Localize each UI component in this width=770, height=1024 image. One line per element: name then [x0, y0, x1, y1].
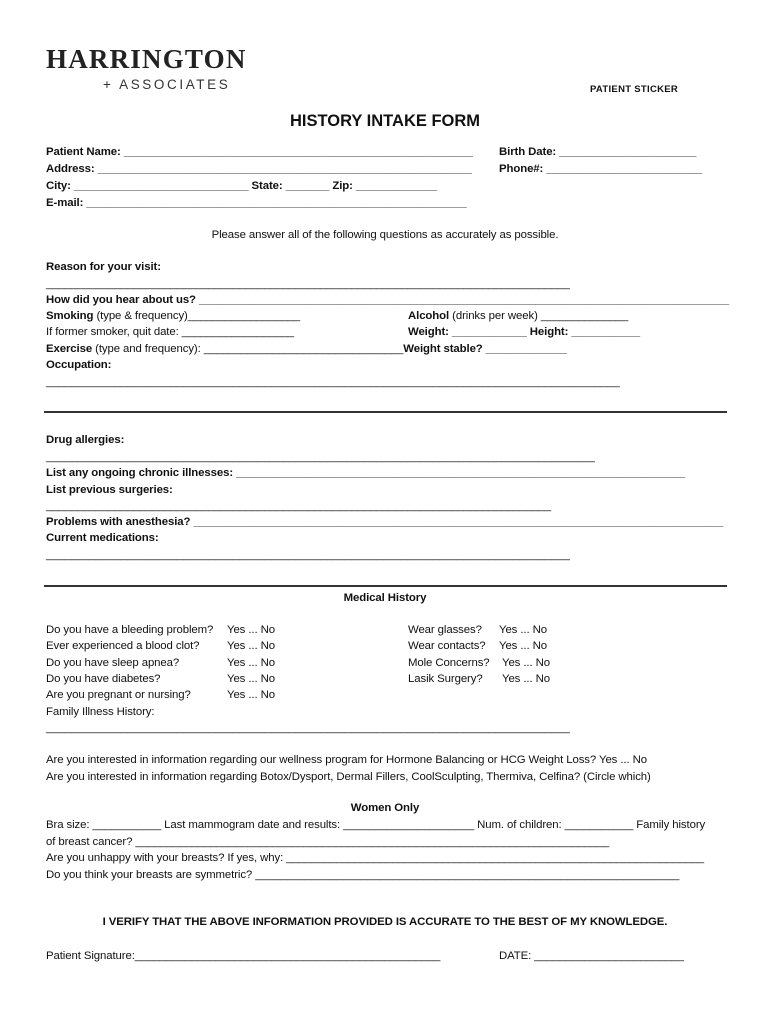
answer-sleep-apnea[interactable]: Yes ... No — [227, 657, 275, 669]
heard-about-us-field[interactable]: How did you hear about us? _____________________________________________________________________________________ — [46, 294, 729, 306]
company-logo-subtitle: + ASSOCIATES — [103, 77, 231, 92]
alcohol-line: (drinks per week) ______________ — [449, 310, 629, 322]
verification-statement: I VERIFY THAT THE ABOVE INFORMATION PROVIDED IS ACCURATE TO THE BEST OF MY KNOWLEDGE. — [102, 916, 668, 928]
previous-surgeries-label: List previous surgeries: — [46, 484, 173, 496]
bra-mammogram-children-field[interactable]: Bra size: ___________ Last mammogram date and results: _____________________ Num. of children: ___________ Family history — [46, 819, 706, 831]
email-field[interactable]: E-mail: _____________________________________________________________ — [46, 197, 467, 209]
drug-allergies-label: Drug allergies: — [46, 434, 125, 446]
anesthesia-field[interactable]: Problems with anesthesia? _____________________________________________________________________________________ — [46, 516, 724, 528]
city-state-zip-field[interactable]: City: ____________________________ State: _______ Zip: _____________ — [46, 180, 437, 192]
address-field[interactable]: Address: ____________________________________________________________ — [46, 163, 472, 175]
reason-for-visit-label: Reason for your visit: — [46, 261, 161, 273]
weight-height-field[interactable]: Weight: ____________ Height: ___________ — [408, 326, 640, 338]
question-glasses: Wear glasses? — [408, 624, 482, 636]
form-title: HISTORY INTAKE FORM — [289, 112, 481, 130]
question-diabetes: Do you have diabetes? — [46, 673, 161, 685]
answer-pregnant[interactable]: Yes ... No — [227, 689, 275, 701]
medical-history-title: Medical History — [343, 592, 427, 604]
answer-mole[interactable]: Yes ... No — [502, 657, 550, 669]
patient-name-field[interactable]: Patient Name: ________________________________________________________ — [46, 146, 473, 158]
wellness-interest-question[interactable]: Are you interested in information regarding our wellness program for Hormone Balancing or HCG Weight Loss? Yes ... No — [46, 754, 647, 766]
occupation-line[interactable]: ____________________________________________________________________________________________ — [46, 376, 620, 388]
question-lasik: Lasik Surgery? — [408, 673, 483, 685]
instructions-text: Please answer all of the following questions as accurately as possible. — [211, 229, 559, 241]
occupation-label: Occupation: — [46, 359, 112, 371]
quit-date-field[interactable]: If former smoker, quit date: __________________ — [46, 326, 294, 338]
patient-sticker-label: PATIENT STICKER — [590, 84, 679, 95]
previous-surgeries-line[interactable]: _________________________________________________________________________________ — [46, 500, 552, 512]
breast-cancer-history-field[interactable]: of breast cancer? ____________________________________________________________________________ — [46, 836, 610, 848]
answer-lasik[interactable]: Yes ... No — [502, 673, 550, 685]
answer-diabetes[interactable]: Yes ... No — [227, 673, 275, 685]
current-medications-line[interactable]: ____________________________________________________________________________________ — [46, 549, 570, 561]
current-medications-label: Current medications: — [46, 532, 159, 544]
signature-date-field[interactable]: DATE: ________________________ — [499, 950, 684, 962]
question-blood-clot: Ever experienced a blood clot? — [46, 640, 200, 652]
question-contacts: Wear contacts? — [408, 640, 486, 652]
question-pregnant: Are you pregnant or nursing? — [46, 689, 191, 701]
chronic-illnesses-field[interactable]: List any ongoing chronic illnesses: ________________________________________________________________________ — [46, 467, 685, 479]
section-divider — [44, 585, 727, 587]
exercise-field[interactable] — [46, 342, 567, 356]
botox-interest-question[interactable]: Are you interested in information regarding Botox/Dysport, Dermal Fillers, CoolSculpting, Thermiva, Celfina? (Circle which) — [46, 771, 651, 783]
phone-field[interactable]: Phone#: _________________________ — [499, 163, 703, 175]
alcohol-label: Alcohol — [408, 310, 450, 322]
smoking-label: Smoking — [46, 310, 94, 322]
birth-date-field[interactable]: Birth Date: ______________________ — [499, 146, 697, 158]
women-only-title: Women Only — [350, 802, 420, 814]
question-bleeding: Do you have a bleeding problem? — [46, 624, 214, 636]
exercise-label: Exercise — [46, 343, 93, 355]
question-sleep-apnea: Do you have sleep apnea? — [46, 657, 180, 669]
drug-allergies-line[interactable]: ________________________________________________________________________________________ — [46, 451, 595, 463]
breast-symmetric-field[interactable]: Do you think your breasts are symmetric? ____________________________________________________________________ — [46, 869, 680, 881]
answer-blood-clot[interactable]: Yes ... No — [227, 640, 275, 652]
section-divider — [44, 411, 727, 413]
family-illness-label: Family Illness History: — [46, 706, 155, 718]
family-illness-line[interactable]: ____________________________________________________________________________________ — [46, 722, 570, 734]
smoking-field[interactable] — [46, 309, 300, 323]
alcohol-field[interactable] — [408, 309, 628, 323]
exercise-line: (type and frequency): ________________________________ — [92, 343, 404, 355]
answer-glasses[interactable]: Yes ... No — [499, 624, 547, 636]
weight-stable-field[interactable]: Weight stable? _____________ — [403, 343, 567, 355]
smoking-line: (type & frequency)__________________ — [93, 310, 300, 322]
reason-for-visit-line[interactable]: ____________________________________________________________________________________ — [46, 278, 570, 290]
breast-unhappy-field[interactable]: Are you unhappy with your breasts? If yes, why: ___________________________________________________________________ — [46, 852, 704, 864]
question-mole: Mole Concerns? — [408, 657, 490, 669]
patient-signature-field[interactable]: Patient Signature:_________________________________________________ — [46, 950, 441, 962]
answer-bleeding[interactable]: Yes ... No — [227, 624, 275, 636]
answer-contacts[interactable]: Yes ... No — [499, 640, 547, 652]
company-logo-name: HARRINGTON — [46, 44, 247, 74]
